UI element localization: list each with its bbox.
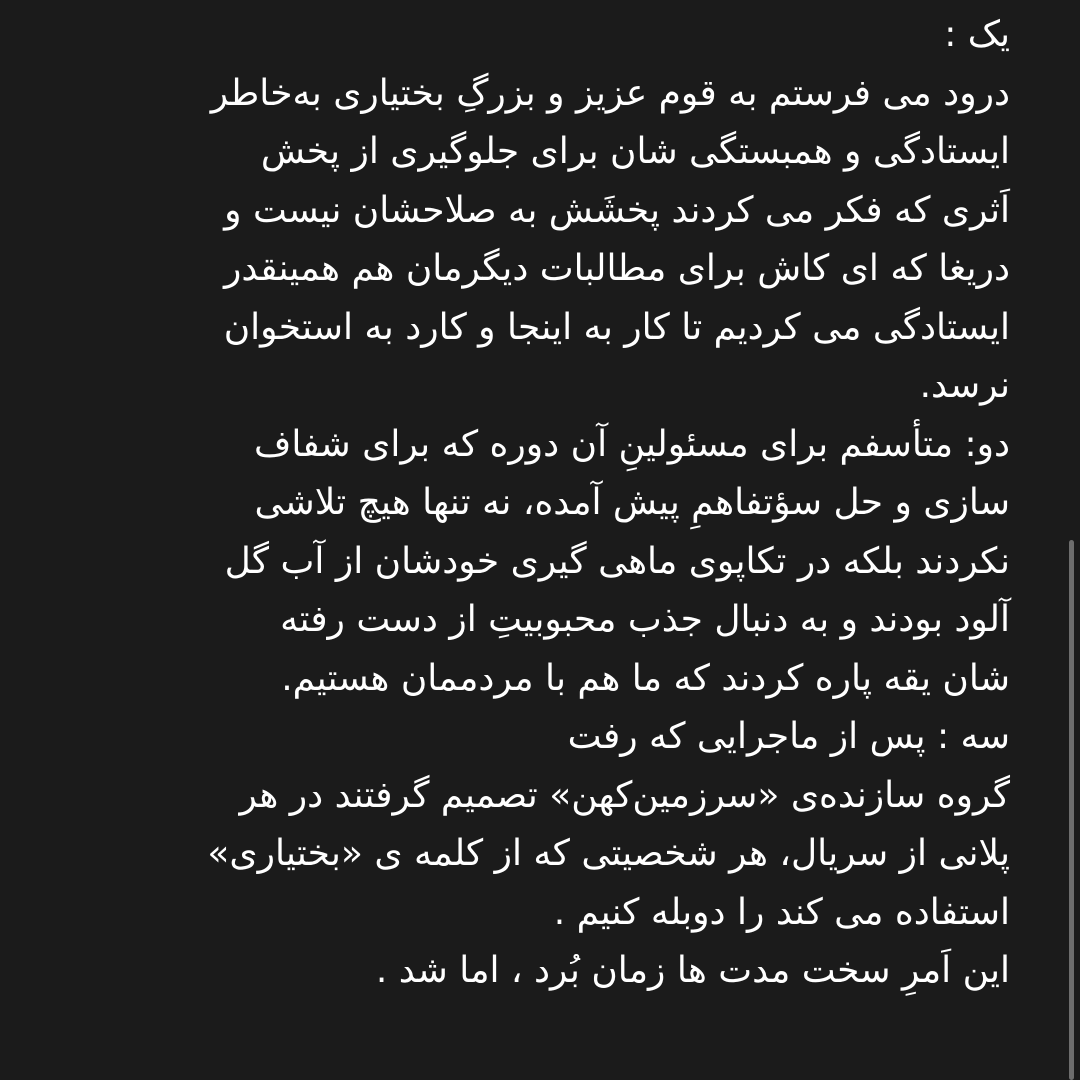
note-line: شان یقه پاره کردند که ما هم با مردممان هستیم. — [281, 657, 1010, 699]
note-line: ایستادگی می کردیم تا کار به اینجا و کارد به استخوان — [223, 306, 1010, 348]
note-line: دو: متأسفم برای مسئولینِ آن دوره که برای شفاف — [254, 423, 1010, 465]
note-line: استفاده می کند را دوبله کنیم . — [553, 891, 1010, 933]
vertical-scrollbar[interactable] — [1069, 540, 1074, 1080]
note-line: این اَمرِ سخت مدت ها زمان بُرد ، اما شد . — [375, 950, 1010, 991]
note-line: آلود بودند و به دنبال جذب محبوبیتِ از دست رفته — [280, 599, 1010, 640]
note-line: سازی و حل سؤتفاهمِ پیش آمده، نه تنها هیچ تلاشی — [254, 482, 1010, 523]
note-line: پلانی از سریال، هر شخصیتی که از کلمه ی «بختیاری» — [207, 833, 1010, 874]
note-line: یک : — [944, 14, 1010, 55]
note-line: گروه سازنده‌ی «سرزمین‌کهن» تصمیم گرفتند در هر — [239, 774, 1010, 816]
note-line: اَثری که فکر می کردند پخشَش به صلاحشان نیست و — [224, 189, 1010, 231]
note-line: نکردند بلکه در تکاپوی ماهی گیری خودشان از آب گل — [224, 540, 1010, 582]
note-text-body[interactable] — [96, 6, 1010, 1001]
note-line: نرسد. — [919, 365, 1010, 406]
note-line: دریغا که ای کاش برای مطالبات دیگرمان هم همینقدر — [224, 248, 1010, 289]
note-line: ایستادگی و همبستگی شان برای جلوگیری از پخش — [260, 131, 1010, 172]
note-line: سه : پس از ماجرایی که رفت — [567, 716, 1010, 757]
note-line: درود می فرستم به قوم عزیز و بزرگِ بختیاری به‌خاطر — [210, 72, 1010, 114]
